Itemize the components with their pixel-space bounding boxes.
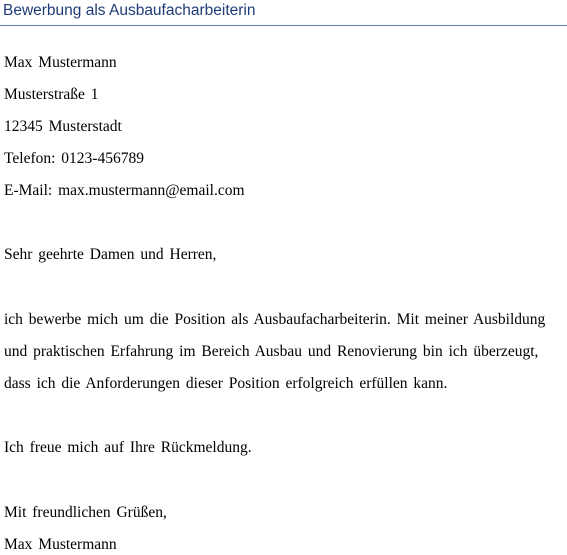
sender-phone: Telefon: 0123-456789 bbox=[4, 150, 144, 167]
body-line-3: dass ich die Anforderungen dieser Position erfolgreich erfüllen kann. bbox=[4, 375, 448, 392]
signature-name: Max Mustermann bbox=[4, 536, 117, 553]
body-line-2: und praktischen Erfahrung im Bereich Ausbau und Renovierung bin ich überzeugt, bbox=[4, 343, 539, 360]
sender-email: E-Mail: max.mustermann@email.com bbox=[4, 182, 245, 199]
salutation: Sehr geehrte Damen und Herren, bbox=[4, 246, 217, 263]
sender-street: Musterstraße 1 bbox=[4, 86, 99, 103]
closing-formula: Mit freundlichen Grüßen, bbox=[4, 504, 167, 521]
sender-name: Max Mustermann bbox=[4, 54, 117, 71]
document-title: Bewerbung als Ausbaufacharbeiterin bbox=[3, 2, 256, 19]
sender-city: 12345 Musterstadt bbox=[4, 118, 122, 135]
title-divider bbox=[0, 25, 567, 26]
closing-sentence: Ich freue mich auf Ihre Rückmeldung. bbox=[4, 439, 252, 456]
body-line-1: ich bewerbe mich um die Position als Ausbaufacharbeiterin. Mit meiner Ausbildung bbox=[4, 311, 546, 328]
